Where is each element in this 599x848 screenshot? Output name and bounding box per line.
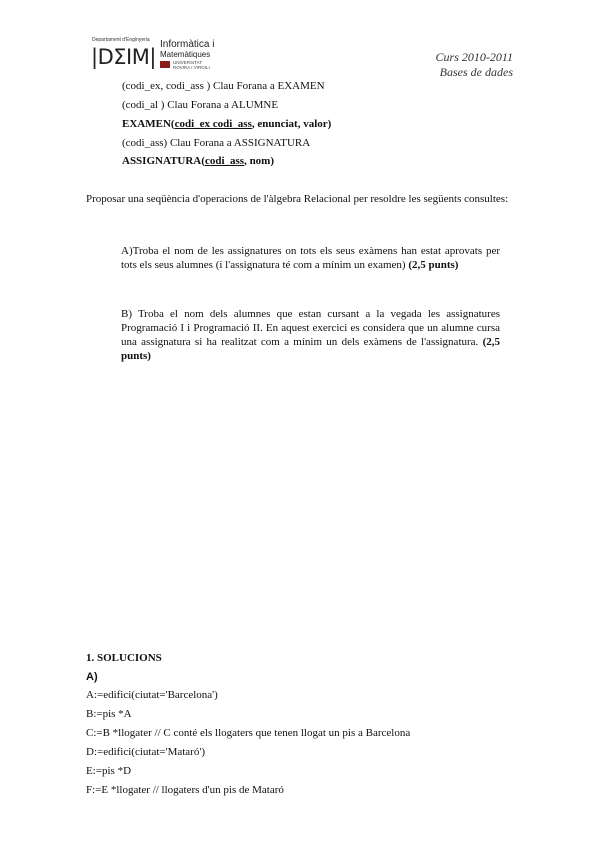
university-badge-icon	[160, 61, 170, 68]
examen-attributes: , enunciat, valor)	[251, 118, 332, 130]
university-name: UNIVERSITAT ROVIRA I VIRGILI	[173, 60, 210, 70]
department-label: Departament d'Enginyeria	[92, 37, 150, 43]
assignatura-name: ASSIGNATURA	[122, 155, 202, 167]
solutions-subheading: A)	[86, 671, 98, 683]
intro-paragraph: Proposar una seqüència d'operacions de l'àlgebra Relacional per resoldre les següents consultes:	[86, 193, 509, 205]
examen-open: (	[170, 118, 175, 130]
assignatura-key: codi_ass	[204, 155, 245, 167]
foreign-key-assignatura: (codi_ass) Clau Forana a ASSIGNATURA	[122, 137, 311, 149]
solution-line: D:=edifici(ciutat='Mataró')	[86, 746, 205, 758]
solution-line: A:=edifici(ciutat='Barcelona')	[86, 689, 218, 701]
subject-name: Bases de dades	[439, 65, 513, 79]
solution-line: E:=pis *D	[86, 765, 132, 777]
examen-name: EXAMEN	[122, 118, 171, 130]
foreign-key-alumne: (codi_al ) Clau Forana a ALUMNE	[122, 99, 279, 111]
solutions-heading: 1. SOLUCIONS	[86, 652, 162, 664]
question-a-text: A)Troba el nom de les assignatures on tots els seus exàmens han estat aprovats per tots els seus alumnes (i l'assignatura té com a mínim un examen)	[121, 245, 500, 271]
assignatura-relation	[122, 155, 274, 167]
foreign-key-examen: (codi_ex, codi_ass ) Clau Forana a EXAMEN	[122, 80, 325, 92]
examen-relation	[122, 118, 331, 130]
assignatura-attributes: , nom)	[244, 155, 275, 167]
question-b-text: B) Troba el nom dels alumnes que estan cursant a la vegada les assignatures Programació I i Programació II. En aquest exercici es considera que un alumne cursa una assignatura si ha realitzat com a mínim un dels exàmens de l'assignatura.	[121, 308, 500, 348]
solution-line: B:=pis *A	[86, 708, 132, 720]
solution-line: C:=B *llogater // C conté els llogaters que tenen llogat un pis a Barcelona	[86, 727, 411, 739]
logo-title	[160, 40, 214, 60]
deim-logo: |DΣIM|	[91, 45, 156, 69]
solution-line: F:=E *llogater // llogaters d'un pis de Mataró	[86, 784, 284, 796]
question-a	[121, 244, 500, 272]
question-b	[121, 307, 500, 363]
assignatura-open: (	[201, 155, 205, 167]
course-info	[436, 50, 513, 80]
logo-title-line1: Informàtica i	[160, 39, 215, 50]
question-b-points: (2,5 punts)	[121, 336, 500, 362]
course-year: Curs 2010-2011	[435, 50, 513, 64]
logo-title-line2: Matemàtiques	[160, 50, 211, 59]
examen-key: codi_ex codi_ass	[174, 118, 252, 130]
question-a-points: (2,5 punts)	[408, 259, 459, 271]
